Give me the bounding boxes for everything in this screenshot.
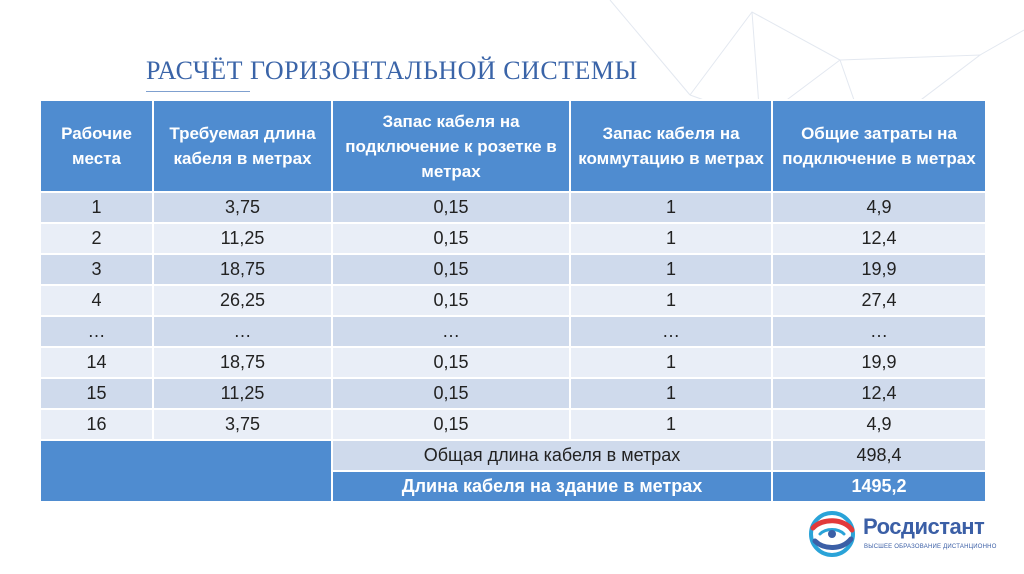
cell-total: 12,4: [772, 223, 986, 254]
cell-length: 11,25: [153, 223, 332, 254]
cell-socket-reserve: 0,15: [332, 285, 570, 316]
cell-socket-reserve: 0,15: [332, 223, 570, 254]
table-row: [40, 223, 986, 254]
cell-socket-reserve: 0,15: [332, 378, 570, 409]
table-row: [40, 378, 986, 409]
cell-socket-reserve: 0,15: [332, 347, 570, 378]
cell-total: 19,9: [772, 254, 986, 285]
header-socket-reserve: Запас кабеля на подключение к розетке в метрах: [332, 100, 570, 192]
cell-switch-reserve: 1: [570, 409, 772, 440]
cell-workplace: 16: [40, 409, 153, 440]
cell-total: 19,9: [772, 347, 986, 378]
table-row: [40, 347, 986, 378]
cell-length: 18,75: [153, 347, 332, 378]
cell-workplace: 14: [40, 347, 153, 378]
header-total-cost: Общие затраты на подключение в метрах: [772, 100, 986, 192]
cell-workplace: 1: [40, 192, 153, 223]
total-label: Общая длина кабеля в метрах: [332, 440, 772, 471]
cell-total: 4,9: [772, 192, 986, 223]
rosdistant-globe-icon: [806, 508, 858, 560]
logo-tagline: ВЫСШЕЕ ОБРАЗОВАНИЕ ДИСТАНЦИОННО: [864, 544, 997, 550]
table-row: [40, 285, 986, 316]
cell-workplace: 15: [40, 378, 153, 409]
table-row: [40, 409, 986, 440]
header-workplaces: Рабочие места: [40, 100, 153, 192]
cell-length: 18,75: [153, 254, 332, 285]
cell-switch-reserve: 1: [570, 223, 772, 254]
table-row: [40, 192, 986, 223]
cell-length: …: [153, 316, 332, 347]
cell-socket-reserve: 0,15: [332, 192, 570, 223]
cell-total: 12,4: [772, 378, 986, 409]
table-row: [40, 254, 986, 285]
title-underline: [146, 91, 250, 92]
cell-workplace: …: [40, 316, 153, 347]
rosdistant-logo: [806, 508, 996, 562]
cell-length: 26,25: [153, 285, 332, 316]
logo-name: Росдистант: [863, 514, 985, 539]
cell-workplace: 3: [40, 254, 153, 285]
cell-length: 3,75: [153, 409, 332, 440]
cell-total: 4,9: [772, 409, 986, 440]
table-header-row: [40, 100, 986, 192]
cell-switch-reserve: 1: [570, 347, 772, 378]
cell-workplace: 2: [40, 223, 153, 254]
cell-total: 27,4: [772, 285, 986, 316]
total-value: 498,4: [772, 440, 986, 471]
table-row-ellipsis: [40, 316, 986, 347]
cell-switch-reserve: 1: [570, 285, 772, 316]
cell-workplace: 4: [40, 285, 153, 316]
header-switch-reserve: Запас кабеля на коммутацию в метрах: [570, 100, 772, 192]
header-required-length: Требуемая длина кабеля в метрах: [153, 100, 332, 192]
building-total-value: 1495,2: [772, 471, 986, 502]
cable-table: [39, 99, 987, 503]
totals-blank-cell: [40, 440, 332, 502]
cell-socket-reserve: 0,15: [332, 409, 570, 440]
cell-switch-reserve: 1: [570, 254, 772, 285]
cell-length: 3,75: [153, 192, 332, 223]
cell-length: 11,25: [153, 378, 332, 409]
cell-switch-reserve: …: [570, 316, 772, 347]
cell-total: …: [772, 316, 986, 347]
cell-switch-reserve: 1: [570, 192, 772, 223]
building-total-label: Длина кабеля на здание в метрах: [332, 471, 772, 502]
cell-socket-reserve: …: [332, 316, 570, 347]
total-row-cable-length: [40, 440, 986, 471]
cell-switch-reserve: 1: [570, 378, 772, 409]
cell-socket-reserve: 0,15: [332, 254, 570, 285]
slide-title: РАСЧЁТ ГОРИЗОНТАЛЬНОЙ СИСТЕМЫ: [146, 56, 638, 85]
